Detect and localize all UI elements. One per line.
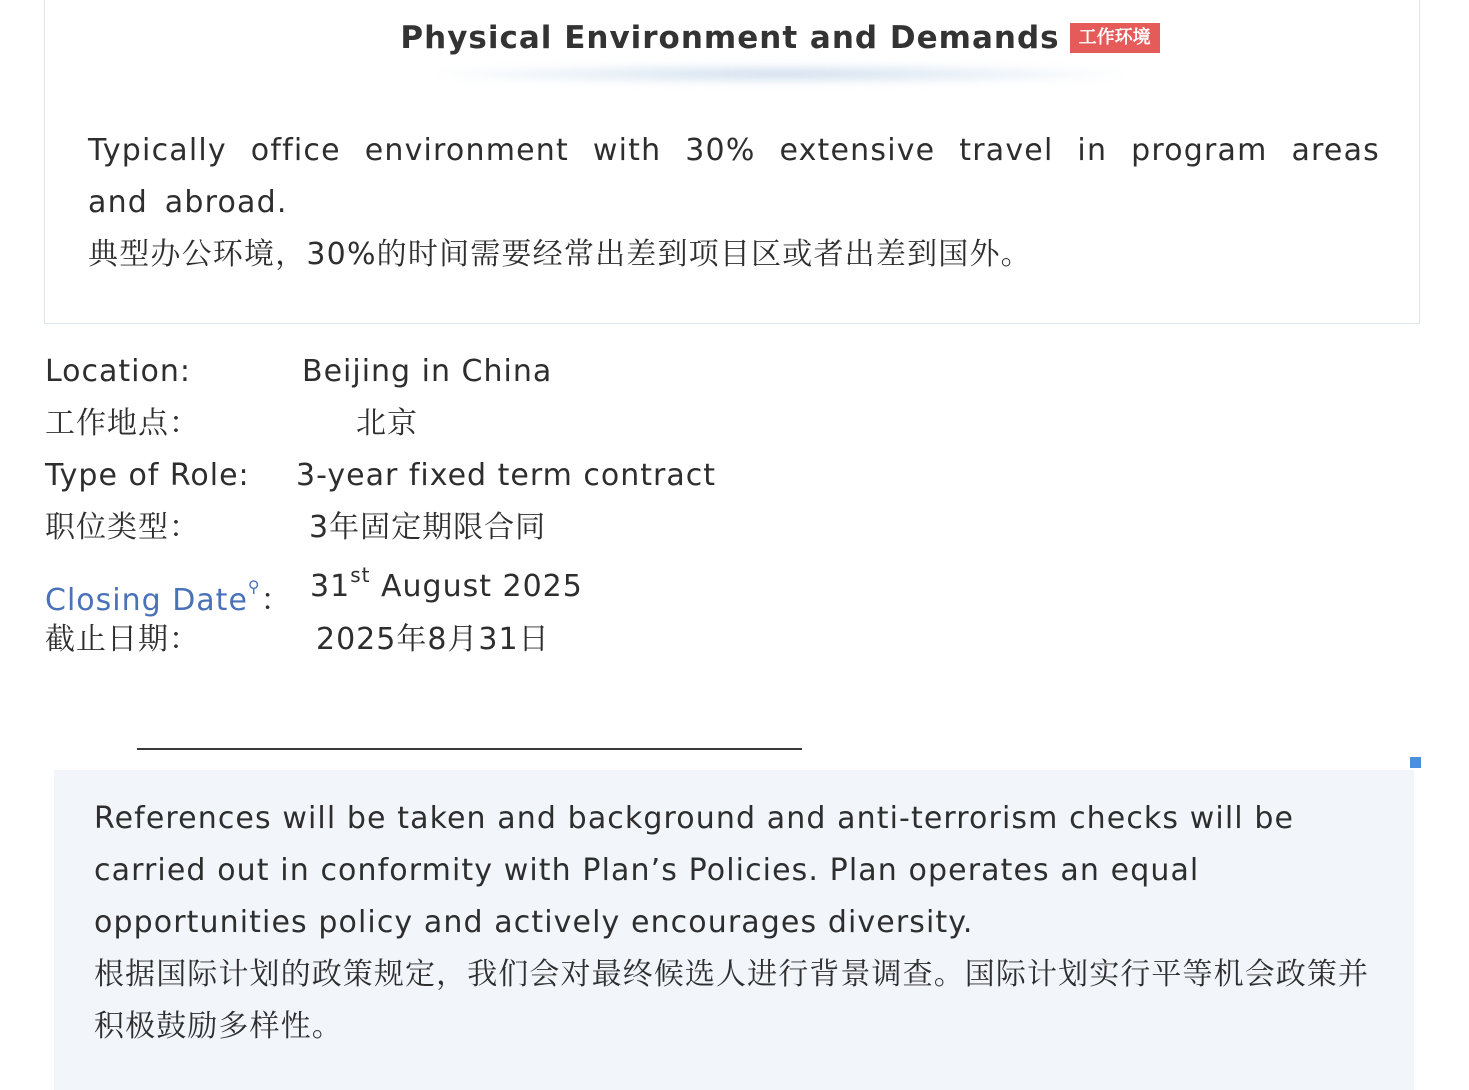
section-title: Physical Environment and Demands (400, 20, 1060, 56)
closing-date-label-zh: 截止日期： (45, 622, 200, 657)
environment-text-zh: 典型办公环境，30%的时间需要经常出差到项目区或者出差到国外。 (88, 237, 1032, 272)
location-label-zh: 工作地点： (45, 406, 200, 441)
closing-day: 31 (310, 569, 351, 604)
role-value: 3-year fixed term contract (296, 458, 716, 493)
references-text-zh: 根据国际计划的政策规定，我们会对最终候选人进行背景调查。国际计划实行平等机会政策并积极鼓励多样性。 (94, 957, 1370, 1044)
search-icon[interactable]: ⚲ (247, 577, 261, 596)
closing-date-link[interactable] (45, 577, 261, 618)
heading-row (400, 20, 1151, 56)
environment-text-en: Typically office environment with 30% extensive travel in program areas and abroad. (88, 133, 1380, 220)
divider-line (137, 748, 802, 750)
closing-date-label[interactable]: Closing Date (45, 583, 248, 618)
heading-shadow (435, 64, 1125, 84)
closing-date-value-zh: 2025年8月31日 (316, 622, 550, 657)
closing-date-colon: ： (260, 583, 292, 618)
references-text (94, 793, 1384, 1053)
environment-description (88, 125, 1380, 281)
section-badge: 工作环境 (1070, 23, 1160, 53)
closing-ordinal: st (350, 563, 371, 587)
selection-handle[interactable] (1410, 757, 1421, 768)
location-value: Beijing in China (302, 354, 553, 389)
closing-date-value (310, 561, 583, 613)
location-label: Location: (45, 354, 191, 389)
references-box (54, 770, 1414, 1090)
role-value-zh: 3年固定期限合同 (309, 510, 547, 545)
references-text-en: References will be taken and background and anti-terrorism checks will be carried out in conformity with Plan’s Policies. Plan operates an equal opportunities policy and actively encourages diversity. (94, 801, 1295, 940)
role-label: Type of Role: (45, 458, 250, 493)
role-label-zh: 职位类型： (45, 510, 200, 545)
location-value-zh: 北京 (356, 406, 418, 441)
section-heading (400, 12, 1151, 72)
closing-month-year: August 2025 (370, 569, 583, 604)
environment-section (44, 0, 1420, 324)
